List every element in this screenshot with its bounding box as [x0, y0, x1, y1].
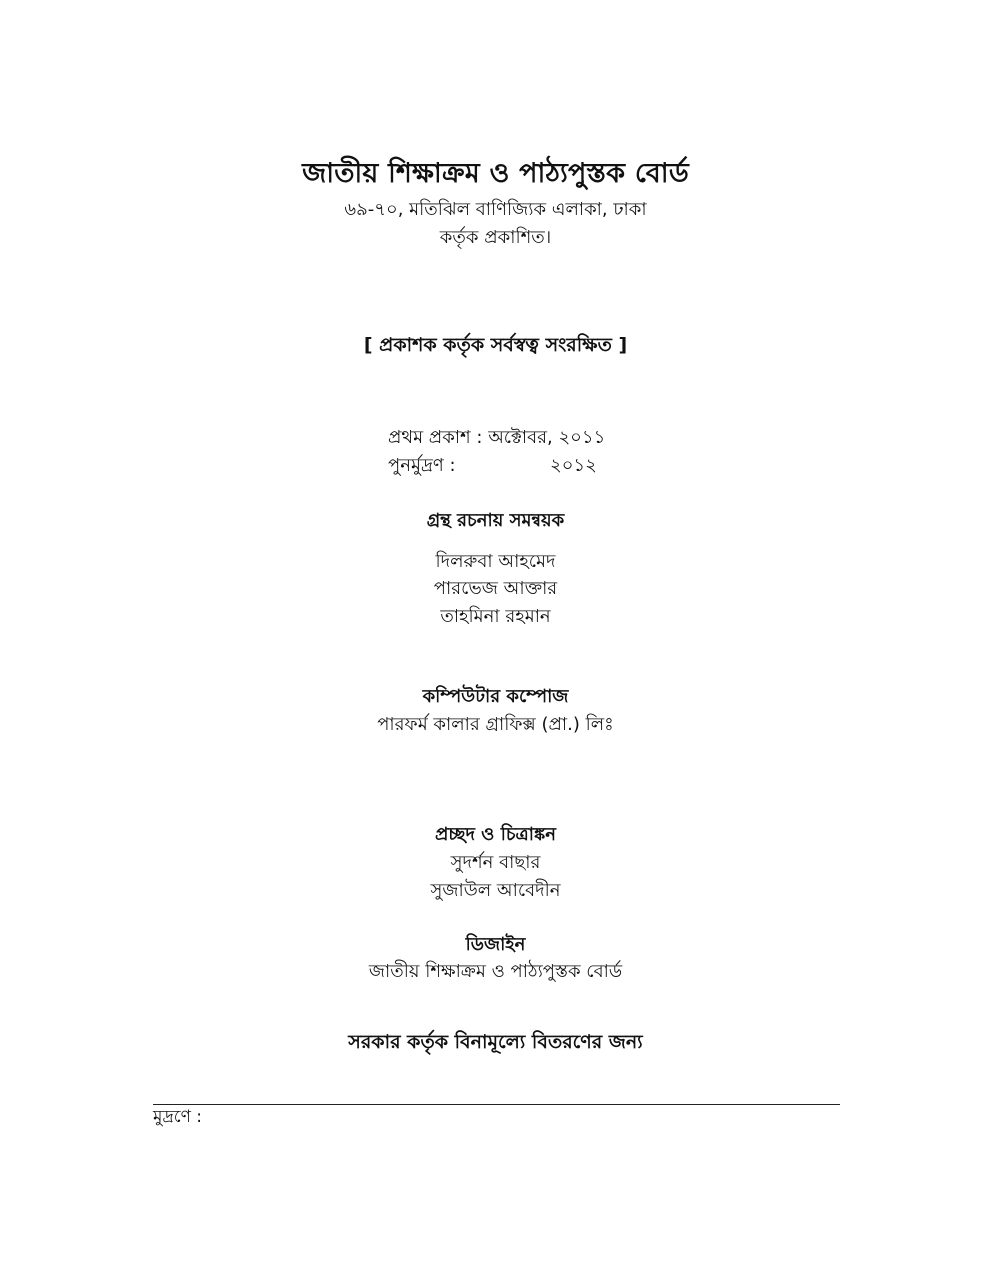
coordinator-name: পারভেজ আক্তার — [433, 578, 558, 599]
first-edition — [388, 429, 605, 447]
copyright-note: [ প্রকাশক কর্তৃক সর্বস্বত্ব সংরক্ষিত ] — [363, 334, 628, 356]
cover-artist-name: সুদর্শন বাছার — [450, 852, 541, 873]
cover-artist-name: সুজাউল আবেদীন — [430, 880, 561, 901]
printing-label: মুদ্রণে : — [153, 1107, 202, 1127]
design-name: জাতীয় শিক্ষাক্রম ও পাঠ্যপুস্তক বোর্ড — [368, 961, 623, 982]
coordinator-name: তাহমিনা রহমান — [440, 606, 551, 627]
reprint-label: পুনর্মুদ্রণ : — [388, 455, 456, 476]
computer-compose-heading: কম্পিউটার কম্পোজ — [422, 686, 569, 707]
free-distribution-note: সরকার কর্তৃক বিনামূল্যে বিতরণের জন্য — [348, 1031, 643, 1053]
cover-illustration-heading: প্রচ্ছদ ও চিত্রাঙ্কন — [434, 824, 557, 845]
divider — [153, 1104, 840, 1105]
reprint — [388, 455, 597, 476]
coordinator-name: দিলরুবা আহমেদ — [435, 551, 556, 572]
computer-compose-name: পারফর্ম কালার গ্রাফিক্স (প্রা.) লিঃ — [377, 714, 614, 735]
publisher-name: জাতীয় শিক্ষাক্রম ও পাঠ্যপুস্তক বোর্ড — [302, 158, 689, 189]
coordinators-heading: গ্রন্থ রচনায় সমন্বয়ক — [426, 510, 565, 531]
first-edition-label: প্রথম প্রকাশ : অক্টোবর, ২০১১ — [388, 427, 606, 448]
design-heading: ডিজাইন — [465, 934, 526, 955]
publisher-address: ৬৯-৭০, মতিঝিল বাণিজ্যিক এলাকা, ঢাকা — [344, 199, 647, 220]
reprint-year: ২০১২ — [550, 455, 597, 476]
published-by: কর্তৃক প্রকাশিত। — [439, 227, 552, 248]
